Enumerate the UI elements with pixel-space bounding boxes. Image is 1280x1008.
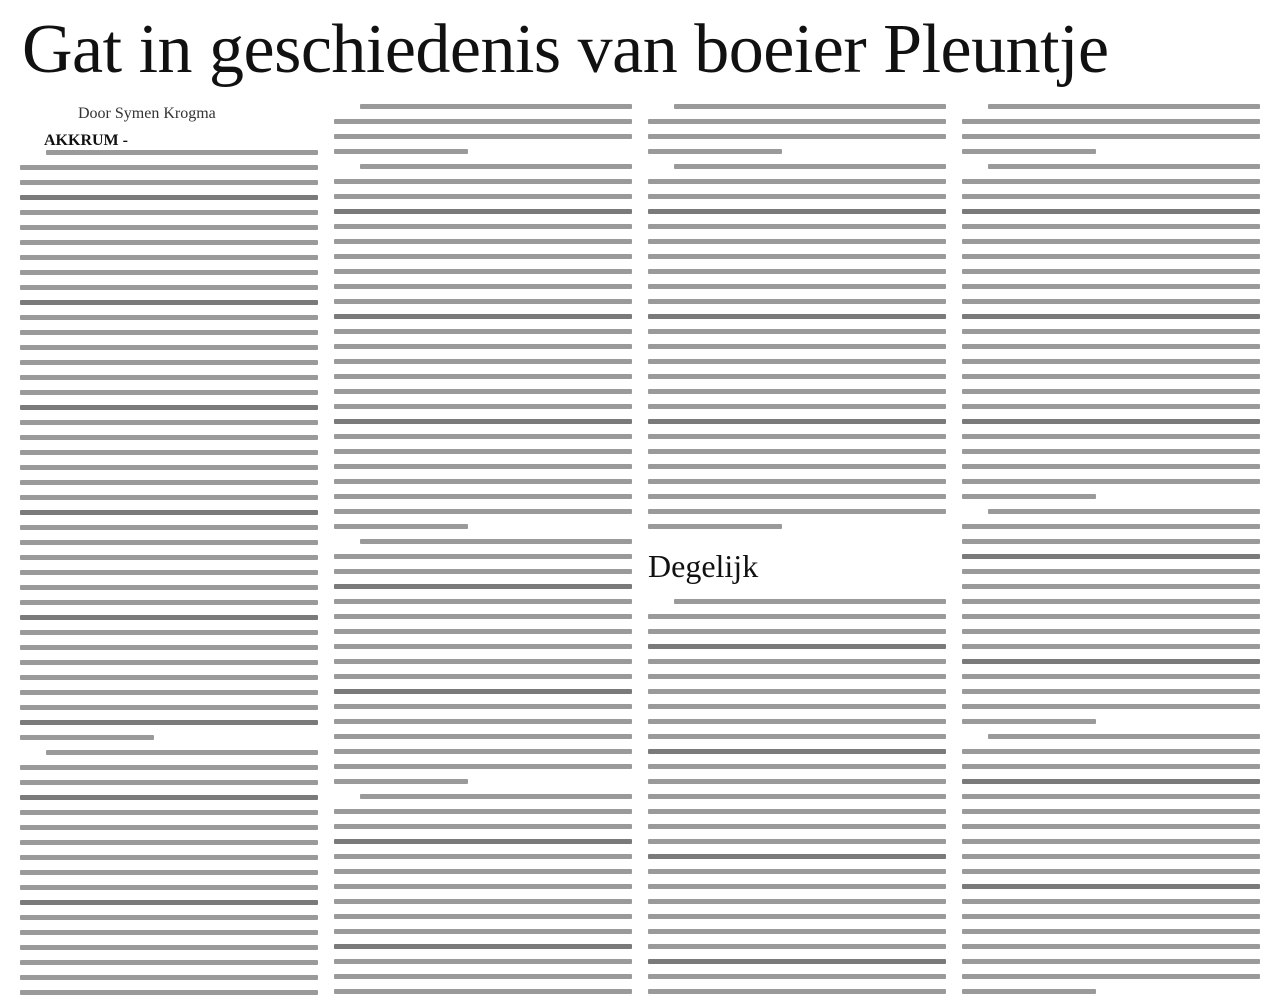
text-line xyxy=(648,809,946,814)
text-line xyxy=(648,119,946,124)
text-line xyxy=(20,165,318,170)
text-line xyxy=(962,839,1260,844)
text-paragraph xyxy=(648,104,946,154)
text-line xyxy=(334,719,632,724)
text-line xyxy=(648,704,946,709)
text-line xyxy=(648,284,946,289)
text-line xyxy=(962,704,1260,709)
text-line xyxy=(962,194,1260,199)
text-line xyxy=(962,299,1260,304)
text-line xyxy=(648,899,946,904)
text-line xyxy=(360,539,632,544)
text-line xyxy=(648,884,946,889)
text-line xyxy=(334,419,632,424)
text-line xyxy=(648,749,946,754)
text-line xyxy=(962,674,1260,679)
text-line xyxy=(20,345,318,350)
text-paragraph xyxy=(334,794,632,1004)
text-line xyxy=(334,149,468,154)
dateline: AKKRUM - xyxy=(44,132,132,150)
text-line xyxy=(962,989,1096,994)
text-line xyxy=(20,720,318,725)
text-line xyxy=(962,389,1260,394)
text-line xyxy=(648,839,946,844)
text-line xyxy=(20,990,318,995)
text-line xyxy=(20,660,318,665)
text-line xyxy=(334,299,632,304)
text-line xyxy=(674,104,946,109)
text-line xyxy=(962,569,1260,574)
text-line xyxy=(962,749,1260,754)
text-line xyxy=(334,629,632,634)
article-columns xyxy=(20,104,1260,1004)
text-line xyxy=(962,239,1260,244)
text-line xyxy=(648,359,946,364)
text-line xyxy=(962,974,1260,979)
article-column xyxy=(648,104,946,1004)
headline: Gat in geschiedenis van boeier Pleuntje xyxy=(22,11,1109,88)
text-line xyxy=(20,360,318,365)
text-line xyxy=(334,824,632,829)
text-line xyxy=(334,449,632,454)
text-line xyxy=(962,539,1260,544)
text-line xyxy=(20,915,318,920)
text-line xyxy=(334,869,632,874)
text-line xyxy=(334,659,632,664)
text-line xyxy=(648,404,946,409)
text-line xyxy=(334,359,632,364)
text-line xyxy=(648,269,946,274)
text-line xyxy=(962,314,1260,319)
text-line xyxy=(648,494,946,499)
text-line xyxy=(20,810,318,815)
text-line xyxy=(962,434,1260,439)
text-line xyxy=(962,644,1260,649)
text-line xyxy=(648,419,946,424)
text-line xyxy=(20,930,318,935)
text-line xyxy=(334,314,632,319)
text-line xyxy=(962,959,1260,964)
text-line xyxy=(962,224,1260,229)
text-line xyxy=(962,179,1260,184)
article-column xyxy=(20,104,318,1004)
text-line xyxy=(962,899,1260,904)
text-line xyxy=(20,870,318,875)
text-line xyxy=(334,224,632,229)
text-line xyxy=(20,495,318,500)
text-line xyxy=(20,435,318,440)
text-line xyxy=(20,285,318,290)
text-line xyxy=(962,494,1096,499)
text-line xyxy=(20,615,318,620)
text-line xyxy=(334,404,632,409)
text-line xyxy=(20,270,318,275)
text-line xyxy=(648,329,946,334)
text-line xyxy=(334,674,632,679)
text-line xyxy=(20,645,318,650)
text-line xyxy=(334,884,632,889)
text-line xyxy=(20,330,318,335)
text-paragraph xyxy=(334,104,632,154)
text-line xyxy=(962,884,1260,889)
text-line xyxy=(334,284,632,289)
text-line xyxy=(648,824,946,829)
text-paragraph xyxy=(962,164,1260,499)
article-column xyxy=(334,104,632,1004)
text-paragraph xyxy=(962,509,1260,724)
text-line xyxy=(962,419,1260,424)
text-line xyxy=(20,840,318,845)
text-line xyxy=(334,254,632,259)
text-line xyxy=(20,675,318,680)
text-line xyxy=(334,554,632,559)
text-line xyxy=(962,119,1260,124)
text-line xyxy=(334,479,632,484)
text-paragraph xyxy=(648,164,946,529)
text-line xyxy=(20,690,318,695)
text-line xyxy=(334,509,632,514)
text-paragraph xyxy=(20,750,318,1004)
article-column xyxy=(962,104,1260,1004)
text-line xyxy=(334,899,632,904)
text-line xyxy=(962,449,1260,454)
text-line xyxy=(334,584,632,589)
text-line xyxy=(20,885,318,890)
text-line xyxy=(334,944,632,949)
text-line xyxy=(334,779,468,784)
text-line xyxy=(360,164,632,169)
text-line xyxy=(334,854,632,859)
text-line xyxy=(648,344,946,349)
text-line xyxy=(360,104,632,109)
text-line xyxy=(334,689,632,694)
text-line xyxy=(648,209,946,214)
text-line xyxy=(20,480,318,485)
text-line xyxy=(334,644,632,649)
text-line xyxy=(988,509,1260,514)
text-line xyxy=(334,734,632,739)
text-line xyxy=(648,734,946,739)
text-line xyxy=(962,209,1260,214)
text-line xyxy=(962,344,1260,349)
text-line xyxy=(962,779,1260,784)
text-line xyxy=(20,540,318,545)
text-line xyxy=(20,585,318,590)
text-line xyxy=(20,735,154,740)
text-line xyxy=(648,194,946,199)
text-line xyxy=(962,599,1260,604)
text-line xyxy=(20,825,318,830)
text-line xyxy=(962,254,1260,259)
text-line xyxy=(46,150,318,155)
text-line xyxy=(962,464,1260,469)
column-text xyxy=(648,104,946,529)
text-line xyxy=(648,149,782,154)
text-line xyxy=(20,900,318,905)
text-line xyxy=(648,944,946,949)
text-line xyxy=(962,809,1260,814)
text-line xyxy=(962,629,1260,634)
text-line xyxy=(334,374,632,379)
text-paragraph xyxy=(20,150,318,740)
text-paragraph xyxy=(962,104,1260,154)
text-line xyxy=(20,300,318,305)
text-line xyxy=(20,630,318,635)
text-line xyxy=(962,914,1260,919)
column-text xyxy=(648,599,946,1004)
text-line xyxy=(334,389,632,394)
text-line xyxy=(20,225,318,230)
text-line xyxy=(648,689,946,694)
text-line xyxy=(648,869,946,874)
text-line xyxy=(334,464,632,469)
text-line xyxy=(46,750,318,755)
text-line xyxy=(20,180,318,185)
text-line xyxy=(20,375,318,380)
text-line xyxy=(648,524,782,529)
text-line xyxy=(988,164,1260,169)
text-line xyxy=(20,405,318,410)
text-line xyxy=(334,239,632,244)
text-line xyxy=(334,809,632,814)
text-line xyxy=(20,255,318,260)
text-line xyxy=(648,479,946,484)
text-line xyxy=(334,599,632,604)
text-line xyxy=(962,134,1260,139)
byline: Door Symen Krogma xyxy=(78,105,216,122)
text-line xyxy=(962,284,1260,289)
text-line xyxy=(648,929,946,934)
text-line xyxy=(648,959,946,964)
text-line xyxy=(334,989,632,994)
text-line xyxy=(20,600,318,605)
text-line xyxy=(334,134,632,139)
text-line xyxy=(648,854,946,859)
text-line xyxy=(962,269,1260,274)
text-line xyxy=(334,974,632,979)
text-line xyxy=(648,239,946,244)
text-line xyxy=(648,974,946,979)
text-paragraph xyxy=(334,164,632,529)
text-line xyxy=(962,554,1260,559)
text-line xyxy=(20,420,318,425)
text-line xyxy=(334,179,632,184)
text-line xyxy=(648,914,946,919)
text-line xyxy=(988,104,1260,109)
text-line xyxy=(20,450,318,455)
text-line xyxy=(648,389,946,394)
text-line xyxy=(962,659,1260,664)
text-line xyxy=(20,975,318,980)
text-line xyxy=(20,210,318,215)
text-line xyxy=(648,509,946,514)
text-line xyxy=(20,705,318,710)
text-line xyxy=(334,194,632,199)
text-line xyxy=(674,164,946,169)
text-line xyxy=(334,959,632,964)
text-line xyxy=(20,525,318,530)
text-line xyxy=(648,719,946,724)
text-line xyxy=(334,929,632,934)
text-line xyxy=(648,299,946,304)
text-line xyxy=(962,479,1260,484)
text-line xyxy=(648,629,946,634)
text-line xyxy=(360,794,632,799)
text-line xyxy=(334,569,632,574)
text-line xyxy=(334,614,632,619)
text-line xyxy=(648,989,946,994)
text-line xyxy=(962,404,1260,409)
text-line xyxy=(962,374,1260,379)
text-paragraph xyxy=(648,599,946,1004)
text-line xyxy=(20,780,318,785)
text-line xyxy=(962,764,1260,769)
text-line xyxy=(648,179,946,184)
text-line xyxy=(334,839,632,844)
text-line xyxy=(648,434,946,439)
text-line xyxy=(20,795,318,800)
text-line xyxy=(962,854,1260,859)
text-paragraph xyxy=(962,734,1260,994)
text-line xyxy=(334,329,632,334)
text-line xyxy=(962,794,1260,799)
text-line xyxy=(988,734,1260,739)
text-line xyxy=(648,134,946,139)
text-line xyxy=(648,644,946,649)
text-line xyxy=(962,584,1260,589)
text-line xyxy=(648,779,946,784)
text-line xyxy=(962,824,1260,829)
text-line xyxy=(962,329,1260,334)
text-line xyxy=(648,254,946,259)
text-line xyxy=(962,614,1260,619)
text-line xyxy=(20,195,318,200)
text-line xyxy=(20,855,318,860)
text-line xyxy=(962,149,1096,154)
text-line xyxy=(648,449,946,454)
text-paragraph xyxy=(334,539,632,784)
column-text xyxy=(20,150,318,1004)
text-line xyxy=(334,524,468,529)
text-line xyxy=(962,944,1260,949)
text-line xyxy=(20,465,318,470)
text-line xyxy=(648,764,946,769)
text-line xyxy=(962,869,1260,874)
text-line xyxy=(334,914,632,919)
text-line xyxy=(334,434,632,439)
text-line xyxy=(334,704,632,709)
text-line xyxy=(674,599,946,604)
text-line xyxy=(962,719,1096,724)
text-line xyxy=(20,570,318,575)
text-line xyxy=(962,689,1260,694)
text-line xyxy=(962,524,1260,529)
subheading: Degelijk xyxy=(648,548,759,584)
text-line xyxy=(334,269,632,274)
column-text xyxy=(334,104,632,1004)
text-line xyxy=(20,945,318,950)
text-line xyxy=(334,749,632,754)
text-line xyxy=(648,794,946,799)
text-line xyxy=(20,510,318,515)
text-line xyxy=(20,315,318,320)
text-line xyxy=(648,659,946,664)
text-line xyxy=(648,614,946,619)
text-line xyxy=(648,674,946,679)
text-line xyxy=(962,359,1260,364)
column-text xyxy=(962,104,1260,994)
text-line xyxy=(648,224,946,229)
text-line xyxy=(334,344,632,349)
text-line xyxy=(334,209,632,214)
text-line xyxy=(334,494,632,499)
text-line xyxy=(334,764,632,769)
text-line xyxy=(962,929,1260,934)
text-line xyxy=(648,464,946,469)
text-line xyxy=(20,960,318,965)
text-line xyxy=(20,240,318,245)
text-line xyxy=(20,555,318,560)
text-line xyxy=(20,390,318,395)
text-line xyxy=(20,765,318,770)
text-line xyxy=(648,314,946,319)
text-line xyxy=(334,119,632,124)
text-line xyxy=(648,374,946,379)
